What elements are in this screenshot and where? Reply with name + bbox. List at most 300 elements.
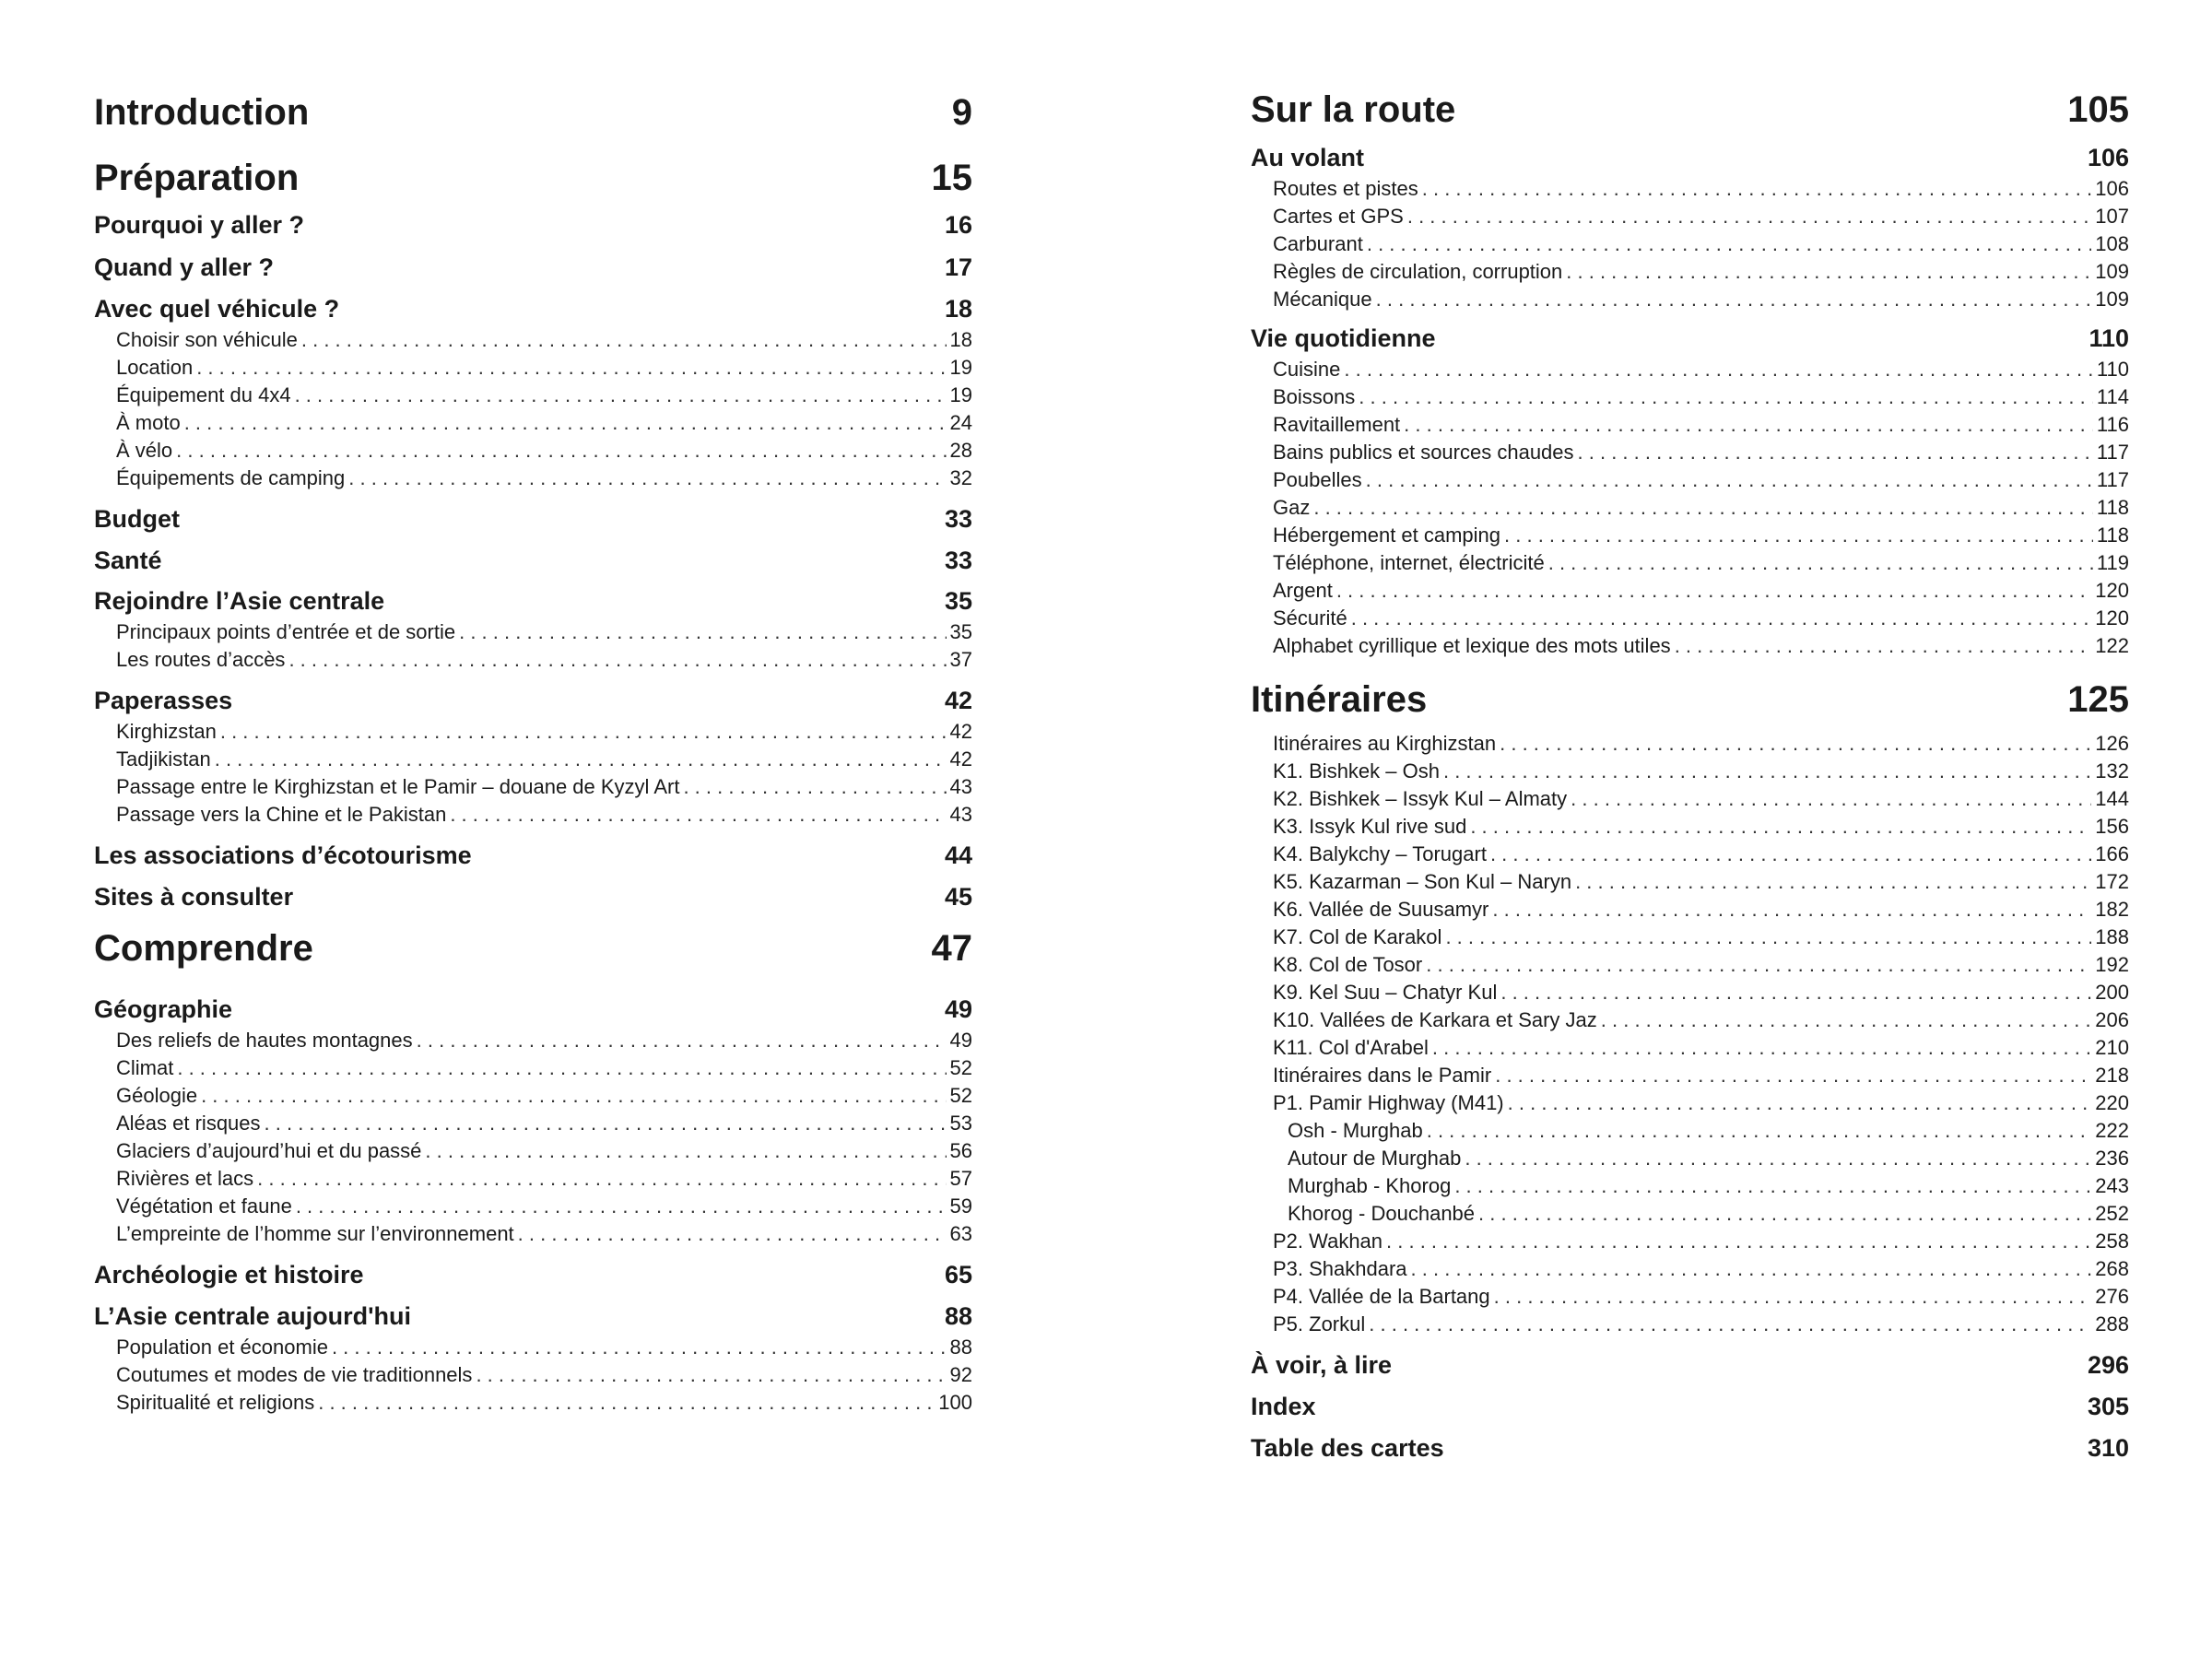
dot-leader: [1443, 758, 2091, 785]
toc-part: [1251, 86, 2129, 134]
toc-section: [94, 1300, 972, 1333]
toc-subentry: [1251, 203, 2129, 230]
toc-entry-title: Itinéraires dans le Pamir: [1273, 1064, 1492, 1087]
dot-leader: [1571, 785, 2091, 813]
toc-page-number: 188: [2095, 925, 2129, 948]
toc-part: [94, 88, 972, 136]
toc-subentry: [1251, 1089, 2129, 1117]
dot-leader: [1344, 356, 2093, 383]
toc-page-number: 15: [931, 158, 972, 198]
toc-page-number: 310: [2087, 1434, 2129, 1462]
toc-page-number: 144: [2095, 787, 2129, 810]
toc-part: [1251, 676, 2129, 724]
toc-section: [94, 208, 972, 241]
toc-page-number: 182: [2095, 898, 2129, 921]
toc-page-number: 117: [2096, 468, 2129, 491]
toc-page-number: 17: [944, 253, 972, 281]
toc-entry-title: Table des cartes: [1251, 1434, 1444, 1462]
toc-page-number: 105: [2067, 89, 2129, 130]
toc-page-number: 57: [949, 1167, 972, 1190]
toc-entry-title: Comprendre: [94, 928, 313, 969]
toc-subentry: [94, 1027, 972, 1054]
toc-subentry: [1251, 1283, 2129, 1311]
toc-section: [94, 880, 972, 913]
toc-subentry: [94, 1220, 972, 1248]
toc-entry-title: K5. Kazarman – Son Kul – Naryn: [1273, 870, 1572, 893]
toc-page-number: 19: [949, 356, 972, 379]
toc-entry-title: Khorog - Douchanbé: [1288, 1202, 1476, 1225]
toc-page-number: 118: [2096, 524, 2129, 547]
dot-leader: [1454, 1172, 2091, 1200]
toc-page-number: 106: [2095, 177, 2129, 200]
toc-subentry: [1251, 577, 2129, 605]
toc-page-number: 200: [2095, 981, 2129, 1004]
toc-page-number: 52: [949, 1084, 972, 1107]
toc-subentry: [1251, 1311, 2129, 1338]
toc-entry-title: Routes et pistes: [1273, 177, 1418, 200]
toc-entry-title: Mécanique: [1273, 288, 1372, 311]
toc-section: [1251, 1348, 2129, 1382]
toc-subentry: [1251, 1255, 2129, 1283]
dot-leader: [1351, 605, 2092, 632]
toc-page-number: 42: [949, 720, 972, 743]
dot-leader: [176, 437, 946, 465]
toc-subentry: [1251, 175, 2129, 203]
toc-subentry: [94, 354, 972, 382]
dot-leader: [683, 773, 946, 801]
toc-page-number: 276: [2095, 1285, 2129, 1308]
toc-page-number: 120: [2095, 606, 2129, 629]
toc-subentry: [1251, 1117, 2129, 1145]
dot-leader: [1367, 230, 2091, 258]
toc-page-number: 45: [944, 883, 972, 911]
toc-entry-title: Les associations d’écotourisme: [94, 841, 472, 869]
toc-subentry: [94, 1137, 972, 1165]
toc-page-number: 59: [949, 1194, 972, 1218]
toc-subentry: [1251, 466, 2129, 494]
dot-leader: [1470, 813, 2091, 841]
dot-leader: [1504, 522, 2093, 549]
toc-page-number: 110: [2096, 358, 2129, 381]
toc-page-number: 218: [2095, 1064, 2129, 1087]
toc-entry-title: L’Asie centrale aujourd'hui: [94, 1302, 411, 1330]
toc-subentry: [94, 618, 972, 646]
toc-section: [1251, 1390, 2129, 1423]
toc-page-number: 156: [2095, 815, 2129, 838]
toc-page-number: 18: [944, 295, 972, 323]
toc-section: [1251, 322, 2129, 355]
toc-page-number: 88: [944, 1302, 972, 1330]
toc-page-number: 35: [949, 620, 972, 643]
toc-subentry: [1251, 286, 2129, 313]
dot-leader: [296, 1193, 947, 1220]
dot-leader: [1465, 1145, 2091, 1172]
toc-subentry: [1251, 383, 2129, 411]
toc-entry-title: Cartes et GPS: [1273, 205, 1404, 228]
dot-leader: [318, 1389, 935, 1417]
toc-page-number: 252: [2095, 1202, 2129, 1225]
toc-entry-title: Argent: [1273, 579, 1333, 602]
toc-entry-title: Hébergement et camping: [1273, 524, 1501, 547]
toc-entry-title: Passage vers la Chine et le Pakistan: [116, 803, 447, 826]
toc-subentry: [1251, 1145, 2129, 1172]
toc-page-number: 120: [2095, 579, 2129, 602]
toc-entry-title: Glaciers d’aujourd’hui et du passé: [116, 1139, 422, 1162]
toc-page-number: 28: [949, 439, 972, 462]
dot-leader: [201, 1082, 946, 1110]
dot-leader: [288, 646, 946, 674]
toc-subentry: [1251, 632, 2129, 660]
toc-entry-title: Climat: [116, 1056, 174, 1079]
toc-entry-title: Osh - Murghab: [1288, 1119, 1423, 1142]
toc-subentry: [1251, 605, 2129, 632]
toc-section: [94, 544, 972, 577]
toc-entry-title: Gaz: [1273, 496, 1311, 519]
toc-page-number: 305: [2087, 1393, 2129, 1420]
toc-entry-title: Quand y aller ?: [94, 253, 275, 281]
toc-entry-title: Préparation: [94, 158, 300, 198]
toc-entry-title: Sécurité: [1273, 606, 1347, 629]
dot-leader: [184, 409, 947, 437]
toc-page-number: 122: [2095, 634, 2129, 657]
toc-page-number: 33: [944, 505, 972, 533]
toc-subentry: [94, 801, 972, 829]
dot-leader: [1432, 1034, 2091, 1062]
dot-leader: [1601, 1006, 2092, 1034]
toc-subentry: [1251, 549, 2129, 577]
toc-subentry: [1251, 924, 2129, 951]
toc-subentry: [1251, 230, 2129, 258]
dot-leader: [1445, 924, 2091, 951]
toc-subentry: [1251, 1228, 2129, 1255]
toc-page-number: 117: [2096, 441, 2129, 464]
toc-page-number: 268: [2095, 1257, 2129, 1280]
toc-page-number: 108: [2095, 232, 2129, 255]
toc-subentry: [94, 1334, 972, 1361]
dot-leader: [301, 326, 947, 354]
toc-subentry: [1251, 522, 2129, 549]
toc-page-number: 222: [2095, 1119, 2129, 1142]
toc-subentry: [1251, 951, 2129, 979]
toc-entry-title: Végétation et faune: [116, 1194, 292, 1218]
toc-page-number: 118: [2096, 496, 2129, 519]
toc-entry-title: Passage entre le Kirghizstan et le Pamir – douane de Kyzyl Art: [116, 775, 680, 798]
dot-leader: [1548, 549, 2093, 577]
dot-leader: [1404, 411, 2093, 439]
toc-subentry: [1251, 411, 2129, 439]
toc-page-number: 52: [949, 1056, 972, 1079]
toc-page-number: 125: [2067, 679, 2129, 720]
toc-page-number: 192: [2095, 953, 2129, 976]
dot-leader: [1500, 730, 2091, 758]
dot-leader: [1578, 439, 2093, 466]
toc-subentry: [94, 1193, 972, 1220]
toc-page-number: 19: [949, 383, 972, 406]
toc-page-number: 33: [944, 547, 972, 574]
toc-section: [94, 684, 972, 717]
toc-page-number: 236: [2095, 1147, 2129, 1170]
toc-page-number: 63: [949, 1222, 972, 1245]
dot-leader: [459, 618, 946, 646]
toc-entry-title: P5. Zorkul: [1273, 1312, 1366, 1335]
toc-subentry: [1251, 979, 2129, 1006]
toc-page-number: 43: [949, 775, 972, 798]
toc-page-number: 114: [2096, 385, 2129, 408]
toc-entry-title: Équipements de camping: [116, 466, 346, 489]
toc-entry-title: Population et économie: [116, 1335, 328, 1359]
toc-entry-title: K6. Vallée de Suusamyr: [1273, 898, 1489, 921]
toc-entry-title: Bains publics et sources chaudes: [1273, 441, 1574, 464]
toc-entry-title: Les routes d’accès: [116, 648, 286, 671]
dot-leader: [1376, 286, 2092, 313]
toc-subentry: [1251, 868, 2129, 896]
dot-leader: [1386, 1228, 2091, 1255]
toc-entry-title: Index: [1251, 1393, 1316, 1420]
toc-subentry: [1251, 1062, 2129, 1089]
toc-page-number: 18: [949, 328, 972, 351]
toc-page-number: 109: [2095, 288, 2129, 311]
toc-entry-title: P3. Shakhdara: [1273, 1257, 1407, 1280]
toc-entry-title: K9. Kel Suu – Chatyr Kul: [1273, 981, 1498, 1004]
dot-leader: [1478, 1200, 2091, 1228]
toc-entry-title: Location: [116, 356, 194, 379]
toc-subentry: [94, 718, 972, 746]
toc-entry-title: Règles de circulation, corruption: [1273, 260, 1563, 283]
toc-subentry: [1251, 1200, 2129, 1228]
toc-entry-title: K3. Issyk Kul rive sud: [1273, 815, 1467, 838]
toc-section: [1251, 1431, 2129, 1465]
toc-entry-title: Archéologie et histoire: [94, 1261, 364, 1288]
toc-page-number: 16: [944, 211, 972, 239]
toc-entry-title: Autour de Murghab: [1288, 1147, 1462, 1170]
toc-entry-title: Choisir son véhicule: [116, 328, 298, 351]
toc-subentry: [94, 773, 972, 801]
toc-entry-title: Boissons: [1273, 385, 1356, 408]
toc-entry-title: Pourquoi y aller ?: [94, 211, 305, 239]
toc-subentry: [94, 1054, 972, 1082]
toc-entry-title: P4. Vallée de la Bartang: [1273, 1285, 1490, 1308]
toc-page-number: 65: [944, 1261, 972, 1288]
dot-leader: [1508, 1089, 2092, 1117]
toc-page-number: 49: [944, 995, 972, 1023]
toc-subentry: [94, 465, 972, 492]
toc-entry-title: Principaux points d’entrée et de sortie: [116, 620, 456, 643]
toc-page-number: 119: [2096, 551, 2129, 574]
toc-entry-title: Tadjikistan: [116, 747, 211, 771]
dot-leader: [1675, 632, 2092, 660]
toc-subentry: [1251, 896, 2129, 924]
toc-page-number: 296: [2087, 1351, 2129, 1379]
toc-entry-title: Coutumes et modes de vie traditionnels: [116, 1363, 473, 1386]
toc-entry-title: Poubelles: [1273, 468, 1362, 491]
toc-part: [94, 154, 972, 202]
dot-leader: [1369, 1311, 2091, 1338]
toc-page-number: 288: [2095, 1312, 2129, 1335]
toc-entry-title: L’empreinte de l’homme sur l’environnement: [116, 1222, 514, 1245]
toc-section: [1251, 141, 2129, 174]
toc-page-number: 116: [2096, 413, 2129, 436]
toc-subentry: [1251, 758, 2129, 785]
toc-entry-title: K8. Col de Tosor: [1273, 953, 1423, 976]
toc-entry-title: Murghab - Khorog: [1288, 1174, 1452, 1197]
toc-entry-title: Alphabet cyrillique et lexique des mots utiles: [1273, 634, 1671, 657]
toc-entry-title: Rejoindre l’Asie centrale: [94, 587, 385, 615]
toc-entry-title: Vie quotidienne: [1251, 324, 1436, 352]
dot-leader: [1359, 383, 2093, 411]
toc-subentry: [1251, 356, 2129, 383]
dot-leader: [1427, 1117, 2092, 1145]
dot-leader: [220, 718, 947, 746]
dot-leader: [1495, 1062, 2091, 1089]
toc-entry-title: Sites à consulter: [94, 883, 294, 911]
toc-subentry: [1251, 730, 2129, 758]
toc-entry-title: Sur la route: [1251, 89, 1456, 130]
toc-subentry: [1251, 494, 2129, 522]
dot-leader: [425, 1137, 946, 1165]
dot-leader: [1422, 175, 2092, 203]
toc-entry-title: À moto: [116, 411, 181, 434]
dot-leader: [1492, 896, 2091, 924]
toc-page-number: 56: [949, 1139, 972, 1162]
toc-page-number: 206: [2095, 1008, 2129, 1031]
dot-leader: [450, 801, 946, 829]
toc-section: [94, 584, 972, 618]
toc-entry-title: Carburant: [1273, 232, 1363, 255]
toc-page-number: 132: [2095, 759, 2129, 782]
toc-entry-title: Paperasses: [94, 687, 233, 714]
toc-page-number: 42: [949, 747, 972, 771]
dot-leader: [295, 382, 947, 409]
toc-section: [94, 993, 972, 1026]
toc-entry-title: Avec quel véhicule ?: [94, 295, 340, 323]
toc-entry-title: Équipement du 4x4: [116, 383, 291, 406]
toc-page-number: 258: [2095, 1230, 2129, 1253]
toc-page-number: 47: [931, 928, 972, 969]
dot-leader: [1566, 258, 2091, 286]
toc-subentry: [94, 326, 972, 354]
toc-page-number: 32: [949, 466, 972, 489]
toc-entry-title: Itinéraires au Kirghizstan: [1273, 732, 1497, 755]
dot-leader: [1494, 1283, 2092, 1311]
toc-page-number: 166: [2095, 842, 2129, 865]
toc-subentry: [1251, 1034, 2129, 1062]
toc-section: [94, 292, 972, 325]
toc-page-number: 100: [938, 1391, 972, 1414]
dot-leader: [265, 1110, 947, 1137]
toc-entry-title: Géologie: [116, 1084, 198, 1107]
toc-page-number: 106: [2087, 144, 2129, 171]
toc-page-number: 88: [949, 1335, 972, 1359]
dot-leader: [1313, 494, 2093, 522]
dot-leader: [177, 1054, 946, 1082]
dot-leader: [257, 1165, 946, 1193]
toc-page-number: 43: [949, 803, 972, 826]
toc-subentry: [94, 409, 972, 437]
toc-entry-title: P2. Wakhan: [1273, 1230, 1383, 1253]
toc-entry-title: Géographie: [94, 995, 233, 1023]
toc-page-number: 172: [2095, 870, 2129, 893]
toc-subentry: [94, 1361, 972, 1389]
toc-section: [94, 1258, 972, 1291]
toc-entry-title: K1. Bishkek – Osh: [1273, 759, 1440, 782]
toc-entry-title: Spiritualité et religions: [116, 1391, 315, 1414]
toc-section: [94, 502, 972, 535]
dot-leader: [1490, 841, 2091, 868]
toc-entry-title: K7. Col de Karakol: [1273, 925, 1442, 948]
toc-subentry: [94, 437, 972, 465]
dot-leader: [1500, 979, 2091, 1006]
toc-entry-title: À vélo: [116, 439, 173, 462]
toc-entry-title: P1. Pamir Highway (M41): [1273, 1091, 1504, 1114]
toc-page-number: 220: [2095, 1091, 2129, 1114]
toc-section: [94, 839, 972, 872]
toc-page-number: 44: [944, 841, 972, 869]
toc-subentry: [1251, 841, 2129, 868]
toc-entry-title: Des reliefs de hautes montagnes: [116, 1029, 413, 1052]
toc-page-number: 110: [2088, 324, 2129, 352]
toc-part: [94, 924, 972, 972]
toc-page-number: 9: [951, 92, 972, 133]
toc-entry-title: Budget: [94, 505, 180, 533]
toc-subentry: [94, 746, 972, 773]
toc-entry-title: Rivières et lacs: [116, 1167, 254, 1190]
toc-page-number: 126: [2095, 732, 2129, 755]
toc-subentry: [94, 1110, 972, 1137]
toc-subentry: [94, 646, 972, 674]
toc-section: [94, 251, 972, 284]
dot-leader: [215, 746, 947, 773]
toc-entry-title: Introduction: [94, 92, 310, 133]
toc-entry-title: K4. Balykchy – Torugart: [1273, 842, 1487, 865]
dot-leader: [1407, 203, 2091, 230]
dot-leader: [332, 1334, 947, 1361]
toc-page-number: 53: [949, 1112, 972, 1135]
dot-leader: [196, 354, 946, 382]
toc-page-number: 107: [2095, 205, 2129, 228]
toc-entry-title: Itinéraires: [1251, 679, 1428, 720]
dot-leader: [1411, 1255, 2092, 1283]
dot-leader: [1366, 466, 2093, 494]
toc-subentry: [1251, 258, 2129, 286]
toc-subentry: [94, 382, 972, 409]
toc-subentry: [1251, 813, 2129, 841]
toc-page-number: 243: [2095, 1174, 2129, 1197]
dot-leader: [518, 1220, 947, 1248]
toc-page-number: 24: [949, 411, 972, 434]
toc-entry-title: Aléas et risques: [116, 1112, 261, 1135]
dot-leader: [476, 1361, 946, 1389]
dot-leader: [1575, 868, 2091, 896]
toc-page-number: 49: [949, 1029, 972, 1052]
toc-subentry: [94, 1082, 972, 1110]
dot-leader: [1426, 951, 2091, 979]
toc-entry-title: Téléphone, internet, électricité: [1273, 551, 1545, 574]
toc-page-number: 42: [944, 687, 972, 714]
toc-subentry: [1251, 1172, 2129, 1200]
toc-entry-title: K10. Vallées de Karkara et Sary Jaz: [1273, 1008, 1597, 1031]
toc-entry-title: Ravitaillement: [1273, 413, 1401, 436]
toc-page-number: 92: [949, 1363, 972, 1386]
toc-entry-title: Cuisine: [1273, 358, 1341, 381]
toc-page-number: 35: [944, 587, 972, 615]
toc-subentry: [1251, 1006, 2129, 1034]
toc-subentry: [1251, 439, 2129, 466]
toc-page-number: 210: [2095, 1036, 2129, 1059]
toc-subentry: [94, 1389, 972, 1417]
toc-entry-title: K11. Col d'Arabel: [1273, 1036, 1429, 1059]
toc-entry-title: Kirghizstan: [116, 720, 217, 743]
dot-leader: [1336, 577, 2091, 605]
